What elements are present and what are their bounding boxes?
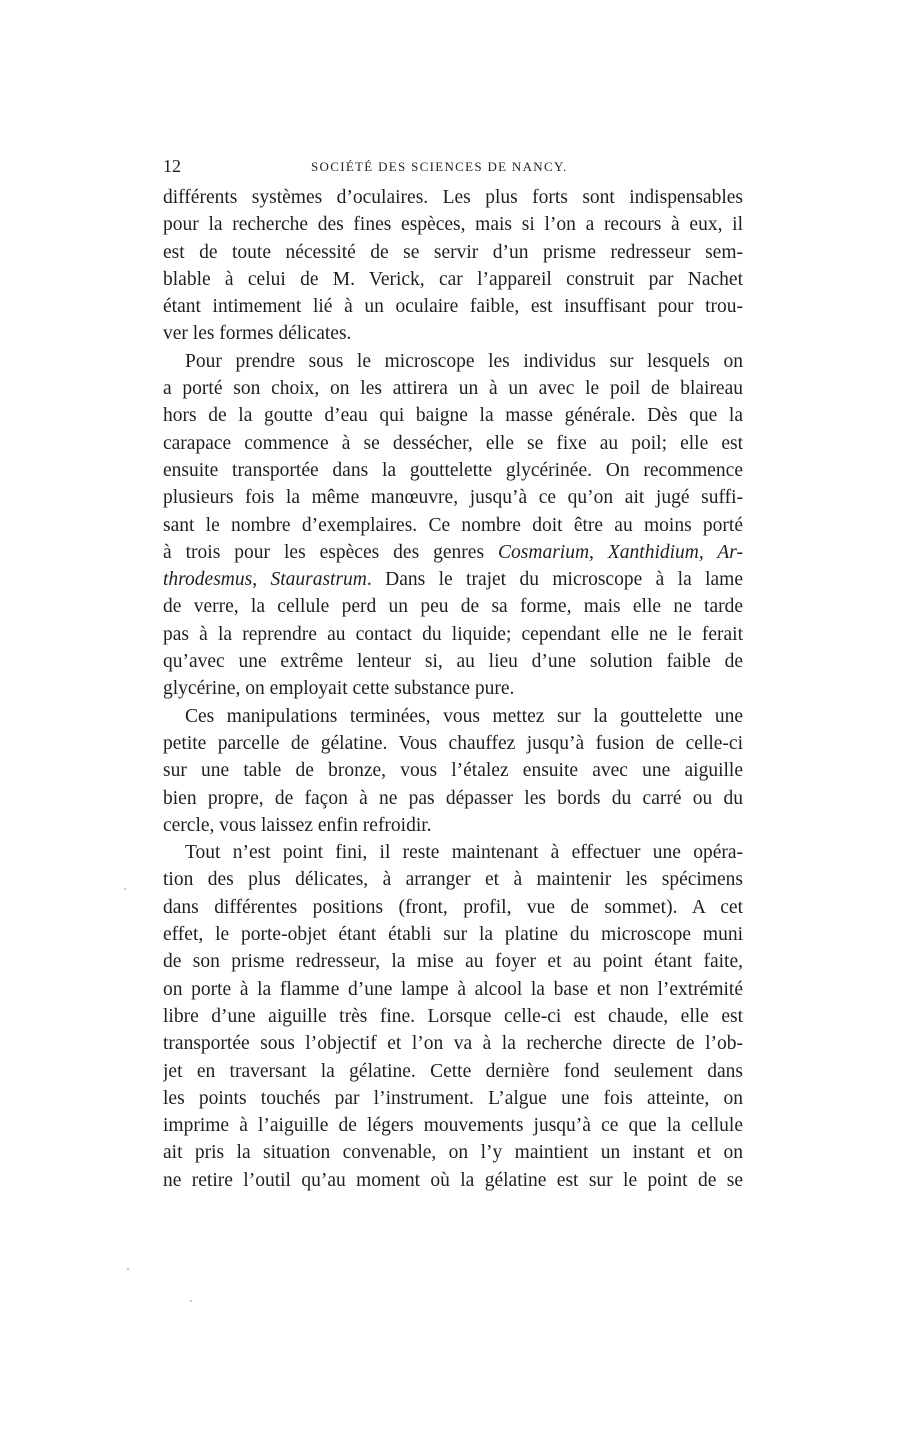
- text-line: les points touchés par l’instrument. L’algue une fois atteinte, on: [163, 1087, 743, 1109]
- text-line: Pour prendre sous le microscope les individus sur lesquels on: [185, 350, 743, 372]
- text-line: sur une table de bronze, vous l’étalez ensuite avec une aiguille: [163, 760, 743, 782]
- text-line: différents systèmes d’oculaires. Les plus forts sont indispensables: [163, 187, 743, 208]
- text-line: transportée sous l’objectif et l’on va à la recherche directe de l’ob-: [163, 1033, 743, 1055]
- text-line: libre d’une aiguille très fine. Lorsque celle-ci est chaude, elle est: [163, 1005, 743, 1027]
- text-line: cercle, vous laissez enfin refroidir.: [163, 814, 432, 836]
- text-line: qu’avec une extrême lenteur si, au lieu d’une solution faible de: [163, 651, 743, 673]
- text-line: de verre, la cellule perd un peu de sa forme, mais elle ne tarde: [163, 596, 743, 618]
- paper-speck: [127, 1268, 129, 1270]
- text-line: est de toute nécessité de se servir d’un prisme redresseur sem-: [163, 241, 743, 263]
- text-line: on porte à la flamme d’une lampe à alcool la base et non l’extrémité: [163, 978, 743, 1000]
- text-line: a porté son choix, on les attirera un à un avec le poil de blaireau: [163, 378, 743, 400]
- text-line: à trois pour les espèces des genres Cosmarium, Xanthidium, Ar-: [163, 541, 743, 563]
- paper-speck: [190, 1300, 192, 1302]
- text-line: dans différentes positions (front, profil, vue de sommet). A cet: [163, 896, 743, 918]
- text-line: tion des plus délicates, à arranger et à maintenir les spécimens: [163, 869, 743, 891]
- text-line: bien propre, de façon à ne pas dépasser les bords du carré ou du: [163, 787, 743, 809]
- text-line: glycérine, on employait cette substance pure.: [163, 678, 515, 700]
- text-line: blable à celui de M. Verick, car l’appareil construit par Nachet: [163, 268, 743, 290]
- text-line: petite parcelle de gélatine. Vous chauffez jusqu’à fusion de celle-ci: [163, 732, 743, 754]
- text-line: Ces manipulations terminées, vous mettez sur la gouttelette une: [185, 705, 743, 727]
- text-line: jet en traversant la gélatine. Cette dernière fond seulement dans: [163, 1060, 743, 1082]
- text-line: imprime à l’aiguille de légers mouvements jusqu’à ce que la cellule: [163, 1115, 743, 1137]
- paper-speck: [124, 888, 126, 890]
- text-line: de son prisme redresseur, la mise au foyer et au point étant faite,: [163, 951, 743, 973]
- text-line: plusieurs fois la même manœuvre, jusqu’à ce qu’on ait jugé suffi-: [163, 487, 743, 509]
- text-line: étant intimement lié à un oculaire faible, est insuffisant pour trou-: [163, 296, 743, 318]
- text-line: Tout n’est point fini, il reste maintenant à effectuer une opéra-: [185, 842, 743, 864]
- text-line: ait pris la situation convenable, on l’y maintient un instant et on: [163, 1142, 743, 1164]
- text-line: pour la recherche des fines espèces, mais si l’on a recours à eux, il: [163, 214, 743, 236]
- text-line: carapace commence à se dessécher, elle se fixe au poil; elle est: [163, 432, 743, 454]
- text-line: throdesmus, Staurastrum. Dans le trajet du microscope à la lame: [163, 569, 743, 591]
- text-line: sant le nombre d’exemplaires. Ce nombre doit être au moins porté: [163, 514, 743, 536]
- text-line: ensuite transportée dans la gouttelette glycérinée. On recommence: [163, 459, 743, 481]
- page-number: 12: [163, 156, 181, 176]
- text-line: effet, le porte-objet étant établi sur la platine du microscope muni: [163, 924, 743, 946]
- text-line: ver les formes délicates.: [163, 323, 352, 345]
- text-line: hors de la goutte d’eau qui baigne la masse générale. Dès que la: [163, 405, 743, 427]
- text-line: ne retire l’outil qu’au moment où la gélatine est sur le point de se: [163, 1169, 743, 1191]
- body-text: [163, 184, 743, 1194]
- journal-title: SOCIÉTÉ DES SCIENCES DE NANCY.: [311, 159, 568, 174]
- running-head: [163, 154, 743, 178]
- text-line: pas à la reprendre au contact du liquide; cependant elle ne le ferait: [163, 623, 743, 645]
